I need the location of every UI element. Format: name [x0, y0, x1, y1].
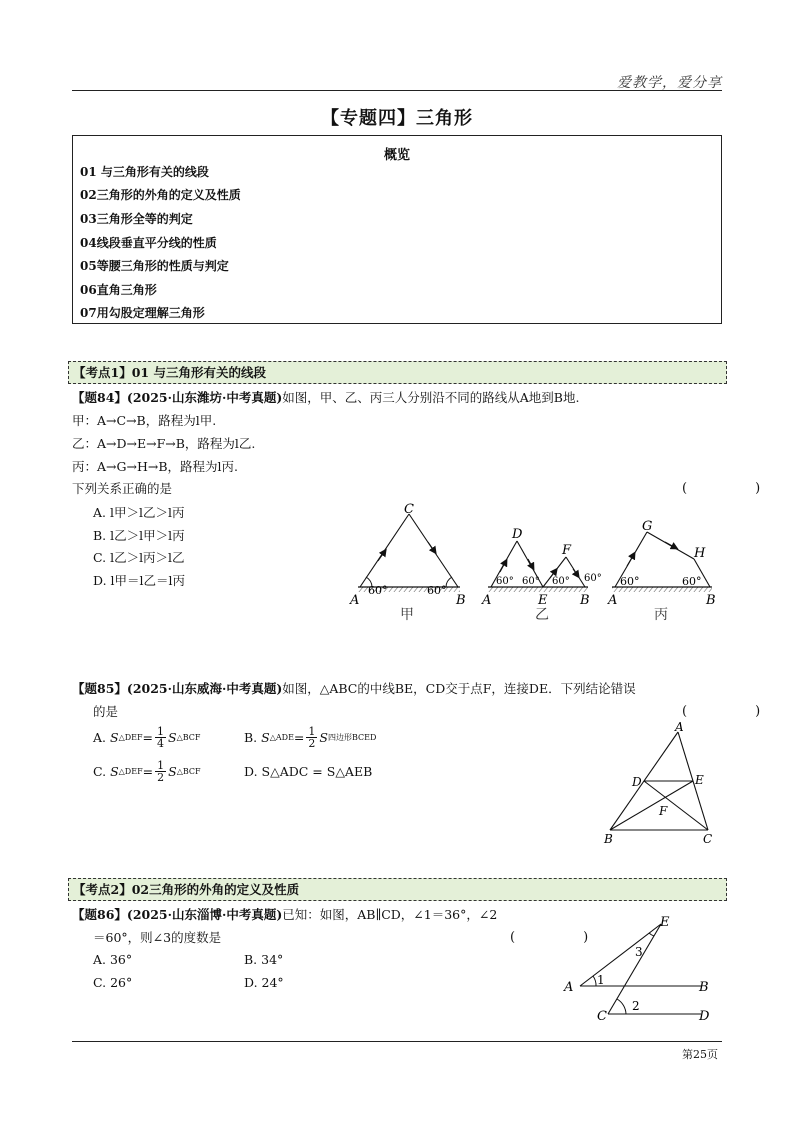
overview-item: 02三角形的外角的定义及性质 — [80, 188, 241, 202]
q84-stem-line — [72, 386, 579, 409]
footer-rule — [72, 1041, 722, 1042]
label-angle: 60° — [496, 576, 514, 587]
q84-option-c: C. l乙＞l丙＞l乙 — [93, 550, 185, 565]
q85-option-b — [244, 726, 376, 749]
fraction-denominator: 2 — [157, 771, 165, 784]
q84-stem: 如图，甲、乙、丙三人分别沿不同的路线从A地到B地. — [282, 390, 580, 405]
q86-stem2: ＝60°，则∠3的度数是 — [93, 930, 222, 945]
q84-line-jia: 甲：A→C→B，路程为l甲. — [72, 413, 217, 428]
q84-option-a: A. l甲＞l乙＞l丙 — [93, 505, 185, 520]
q86-option-a: A. 36° — [93, 952, 133, 967]
figure-jia — [349, 502, 466, 623]
label-point: F — [562, 543, 572, 558]
q84-option-d: D. l甲＝l乙＝l丙 — [93, 573, 186, 588]
area-subscript: △DEF — [118, 767, 143, 776]
label-point: E — [695, 773, 704, 787]
q86-figure — [556, 910, 726, 1025]
label-point: A — [608, 593, 618, 608]
page-title: 【专题四】三角形 — [321, 108, 473, 129]
q85-option-d — [244, 764, 372, 779]
label-point: A — [564, 980, 574, 995]
caption-jia: 甲 — [400, 607, 414, 623]
label-point: D — [512, 527, 523, 542]
q84-tag: 【题84】 — [72, 390, 127, 405]
label-angle: 2 — [632, 999, 640, 1013]
caption-yi: 乙 — [535, 607, 549, 623]
label-point: B — [580, 593, 590, 608]
area-subscript: △BCF — [176, 733, 201, 742]
overview-box — [72, 135, 722, 324]
label-angle: 60° — [682, 575, 702, 588]
fraction-numerator: 1 — [157, 759, 165, 772]
overview-item: 01 与三角形有关的线段 — [80, 165, 209, 179]
q86-answer-paren: ( ) — [510, 930, 603, 945]
label-point: D — [632, 775, 642, 789]
area-symbol: S — [168, 764, 177, 779]
fraction-numerator: 1 — [308, 725, 316, 738]
q85-answer-paren: ( ) — [682, 704, 775, 719]
figure-yi — [481, 527, 602, 623]
fraction-denominator: 2 — [308, 737, 316, 750]
label-angle: 60° — [584, 573, 602, 584]
fraction — [155, 760, 166, 783]
label-angle: 3 — [635, 945, 643, 959]
overview-item: 05等腰三角形的性质与判定 — [80, 259, 229, 273]
section-bar-1: 【考点1】01 与三角形有关的线段 — [68, 361, 727, 384]
label-angle: 60° — [552, 576, 570, 587]
label-point: B — [699, 980, 709, 995]
label-point: C — [703, 832, 713, 846]
label-point: G — [642, 519, 653, 534]
area-subscript: △ADE — [269, 733, 294, 742]
q84-line-bing: 丙：A→G→H→B，路程为l丙. — [72, 459, 238, 474]
label-point: C — [597, 1009, 607, 1024]
equals: = — [293, 730, 305, 745]
q85-figure — [596, 722, 726, 847]
area-symbol: S — [110, 764, 119, 779]
q85-stem2: 的是 — [93, 704, 119, 719]
label-point: C — [404, 502, 414, 517]
area-subscript: 四边形BCED — [327, 733, 377, 742]
label-point: E — [660, 915, 670, 930]
label-point: H — [694, 546, 706, 561]
area-symbol: S — [168, 730, 177, 745]
q86-tag: 【题86】 — [72, 907, 127, 922]
section-bar-2: 【考点2】02三角形的外角的定义及性质 — [68, 878, 727, 901]
q84-ask: 下列关系正确的是 — [72, 481, 173, 496]
area-subscript: △DEF — [118, 733, 143, 742]
q86-stem-line — [72, 903, 497, 926]
fraction-numerator: 1 — [157, 725, 165, 738]
fraction — [155, 726, 166, 749]
q85-tag: 【题85】 — [72, 681, 127, 696]
q84-line-yi: 乙：A→D→E→F→B，路程为l乙. — [72, 436, 256, 451]
label-angle: 1 — [597, 973, 605, 987]
area-symbol: S — [319, 730, 328, 745]
q84-answer-paren: ( ) — [682, 481, 775, 496]
caption-bing: 丙 — [654, 607, 668, 623]
area-symbol: S — [110, 730, 119, 745]
q86-source: (2025·山东淄博·中考真题) — [126, 907, 283, 922]
equals: = — [142, 730, 154, 745]
option-letter: C. — [93, 764, 107, 779]
label-point: E — [538, 593, 548, 608]
q85-option-c — [93, 760, 201, 783]
area-symbol: S — [261, 730, 270, 745]
q86-option-d: D. 24° — [244, 975, 284, 990]
option-letter: B. — [244, 730, 258, 745]
q85-stem: 如图，△ABC的中线BE，CD交于点F，连接DE．下列结论错误 — [282, 681, 636, 696]
overview-item: 03三角形全等的判定 — [80, 212, 193, 226]
q84-source: (2025·山东潍坊·中考真题) — [126, 390, 283, 405]
label-point: A — [482, 593, 492, 608]
q86-option-b: B. 34° — [244, 952, 284, 967]
label-point: B — [706, 593, 716, 608]
q84-figure — [340, 495, 730, 630]
label-point: D — [699, 1009, 710, 1024]
label-point: A — [675, 722, 684, 734]
overview-item: 07用勾股定理解三角形 — [80, 306, 205, 320]
label-angle: 60° — [620, 575, 640, 588]
option-letter: D. — [244, 764, 258, 779]
label-point: A — [350, 593, 360, 608]
q84-option-b: B. l乙＞l甲＞l丙 — [93, 528, 185, 543]
label-point: B — [456, 593, 466, 608]
fraction — [306, 726, 317, 749]
page-number: 第25页 — [682, 1048, 718, 1061]
q86-option-c: C. 26° — [93, 975, 133, 990]
overview-heading: 概览 — [383, 148, 410, 163]
label-angle: 60° — [368, 584, 388, 597]
option-text: S△ADC = S△AEB — [261, 764, 373, 779]
q85-source: (2025·山东威海·中考真题) — [126, 681, 283, 696]
overview-item: 04线段垂直平分线的性质 — [80, 236, 217, 250]
header-slogan: 爱教学，爱分享 — [617, 75, 722, 91]
q85-stem-line — [72, 677, 636, 700]
q85-option-a — [93, 726, 200, 749]
label-point: B — [604, 832, 613, 846]
q86-stem: 已知：如图，AB∥CD，∠1＝36°，∠2 — [282, 907, 498, 922]
label-point: F — [659, 804, 668, 818]
figure-bing — [607, 519, 716, 623]
option-letter: A. — [93, 730, 107, 745]
label-angle: 60° — [522, 576, 540, 587]
label-angle: 60° — [427, 584, 447, 597]
overview-item: 06直角三角形 — [80, 283, 157, 297]
fraction-denominator: 4 — [157, 737, 165, 750]
area-subscript: △BCF — [176, 767, 201, 776]
header-rule — [72, 90, 722, 91]
equals: = — [142, 764, 154, 779]
